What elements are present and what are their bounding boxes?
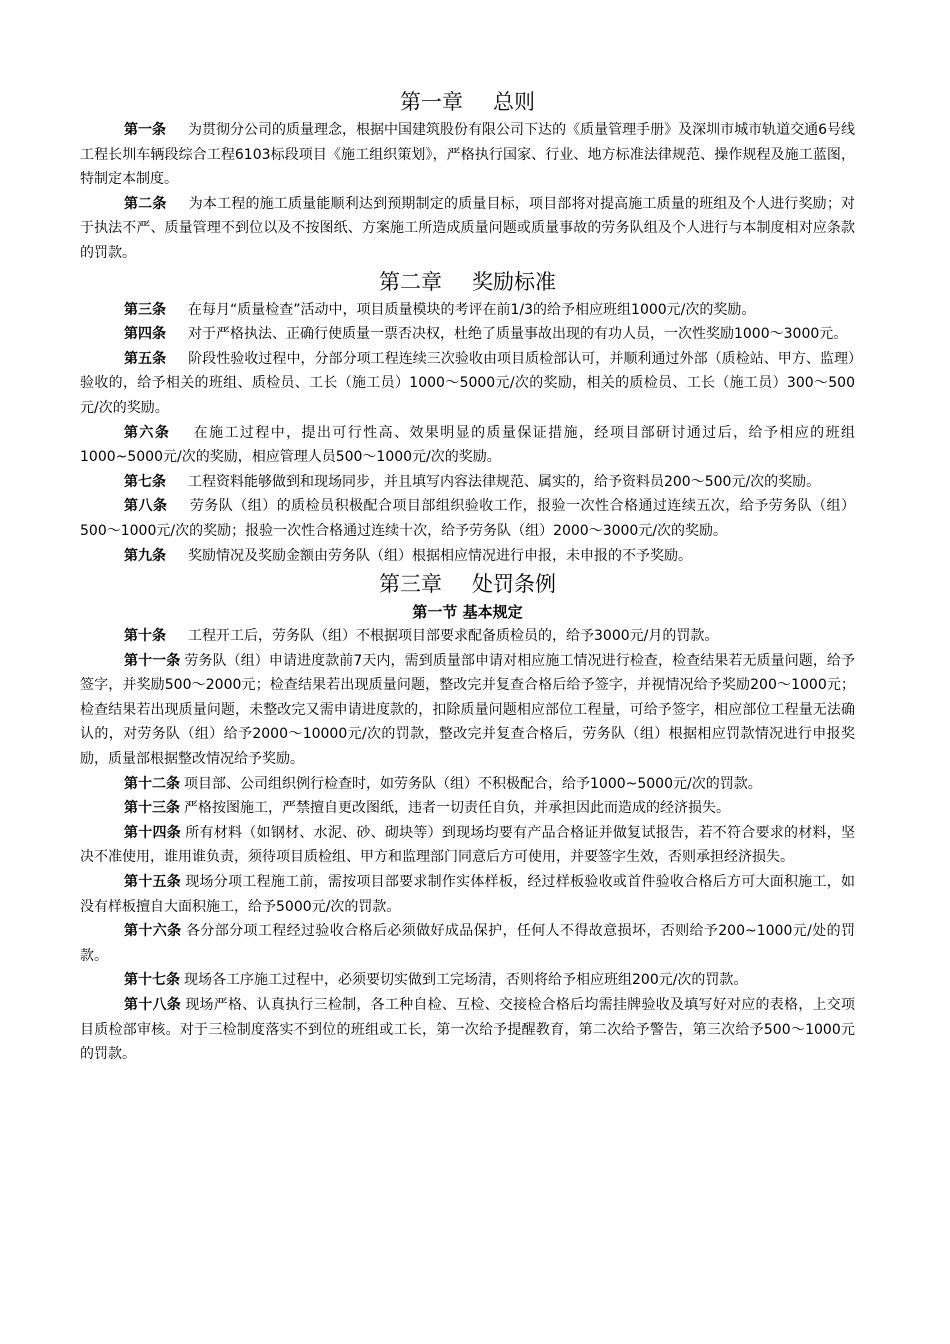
article-paragraph xyxy=(80,968,855,993)
chapter-number: 第二章 xyxy=(379,269,442,294)
article-number: 第九条 xyxy=(124,547,166,564)
article-text: 阶段性验收过程中，分部分项工程连续三次验收由项目质检部认可，并顺利通过外部（质检站、甲方、监理）验收的，给予相关的班组、质检员、工长（施工员）1000～5000元/次的奖励，相关的质检员、工长（施工员）300～500元/次的奖励。 xyxy=(80,350,856,416)
article-paragraph xyxy=(80,192,855,266)
article-paragraph xyxy=(80,993,855,1067)
article-number: 第三条 xyxy=(124,301,166,318)
article-number: 第五条 xyxy=(124,350,167,367)
article-number: 第七条 xyxy=(124,473,166,490)
chapter-name: 处罚条例 xyxy=(472,572,556,597)
chapter-name: 奖励标准 xyxy=(472,269,556,294)
article-text: 劳务队（组）的质检员积极配合项目部组织验收工作，报验一次性合格通过连续五次，给予劳务队（组）500～1000元/次的奖励；报验一次性合格通过连续十次，给予劳务队（组）2000～3000元/次的奖励。 xyxy=(80,498,856,539)
article-paragraph xyxy=(80,322,855,347)
article-text: 所有材料（如钢材、水泥、砂、砌块等）到现场均要有产品合格证并做复试报告，若不符合要求的材料，坚决不准使用，谁用谁负责，须待项目质检组、甲方和监理部门同意后方可使用，并要签字生效，否则承担经济损失。 xyxy=(80,824,856,866)
article-number: 第十五条 xyxy=(124,874,182,891)
section-heading: 第一节 基本规定 xyxy=(412,603,523,622)
article-paragraph xyxy=(80,298,855,323)
article-number: 第十条 xyxy=(124,628,166,645)
article-number: 第十三条 xyxy=(124,800,180,817)
article-paragraph xyxy=(80,821,855,870)
article-number: 第十四条 xyxy=(124,824,182,841)
article-paragraph xyxy=(80,796,855,821)
article-text: 项目部、公司组织例行检查时，如劳务队（组）不积极配合，给予1000~5000元/次的罚款。 xyxy=(184,775,762,792)
article-paragraph xyxy=(80,347,855,421)
article-text: 严格按图施工，严禁擅自更改图纸，违者一切责任自负，并承担因此而造成的经济损失。 xyxy=(184,800,730,817)
article-text: 对于严格执法、正确行使质量一票否决权，杜绝了质量事故出现的有功人员，一次性奖励1000～3000元。 xyxy=(188,326,848,343)
chapter-name: 总则 xyxy=(493,90,535,114)
article-text: 在每月“质量检查”活动中，项目质量模块的考评在前1/3的给予相应班组1000元/次的奖励。 xyxy=(188,301,756,318)
article-text: 工程开工后，劳务队（组）不根据项目部要求配备质检员的，给予3000元/月的罚款。 xyxy=(188,628,719,645)
article-text: 在施工过程中，提出可行性高、效果明显的质量保证措施，经项目部研讨通过后，给予相应的班组1000~5000元/次的奖励，相应管理人员500～1000元/次的奖励。 xyxy=(80,424,856,466)
chapter-heading xyxy=(80,266,855,298)
article-number: 第四条 xyxy=(124,326,166,343)
article-text: 各分部分项工程经过验收合格后必须做好成品保护，任何人不得故意损坏，否则给予200~1000元/处的罚款。 xyxy=(80,923,856,964)
article-number: 第八条 xyxy=(124,498,168,515)
article-number: 第十六条 xyxy=(124,923,182,940)
article-text: 劳务队（组）申请进度款前7天内，需到质量部申请对相应施工情况进行检查，检查结果若无质量问题，给予签字，并奖励500～2000元；检查结果若出现质量问题，整改完并复查合格后给予签字，并视情况给予奖励200～1000元；检查结果若出现质量问题，未整改完又需申请进度款的，扣除质量问题相应部位工程量，可给予签字，相应部位工程量无法确认的，对劳务队（组）给予2000～10000元/次的罚款，整改完并复查合格后，劳务队（组）根据相应罚款情况进行申报奖励，质量部根据整改情况给予奖励。 xyxy=(80,652,856,768)
article-text: 工程资料能够做到和现场同步，并且填写内容法律规范、属实的，给予资料员200～500元/次的奖励。 xyxy=(188,473,821,490)
article-number: 第十二条 xyxy=(124,775,180,792)
article-paragraph xyxy=(80,494,855,543)
article-number: 第二条 xyxy=(124,195,167,212)
article-text: 奖励情况及奖励金额由劳务队（组）根据相应情况进行申报，未申报的不予奖励。 xyxy=(188,547,692,564)
article-paragraph xyxy=(80,421,855,470)
article-number: 第十八条 xyxy=(124,997,182,1013)
article-number: 第六条 xyxy=(124,424,171,441)
article-text: 现场各工序施工过程中，必须要切实做到工完场清，否则将给予相应班组200元/次的罚款。 xyxy=(184,972,748,989)
article-number: 第十七条 xyxy=(124,972,180,989)
article-text: 为贯彻分公司的质量理念，根据中国建筑股份有限公司下达的《质量管理手册》及深圳市城市轨道交通6号线工程长圳车辆段综合工程6103标段项目《施工组织策划》，严格执行国家、行业、地方标准法律规范、操作规程及施工蓝图，特制定本制度。 xyxy=(80,122,856,188)
chapter-heading xyxy=(80,86,855,118)
article-paragraph xyxy=(80,118,855,192)
chapter-number: 第三章 xyxy=(379,572,442,597)
article-text: 现场分项工程施工前，需按项目部要求制作实体样板，经过样板验收或首件验收合格后方可大面积施工，如没有样板擅自大面积施工，给予5000元/次的罚款。 xyxy=(80,874,856,915)
document-page xyxy=(80,86,855,1067)
article-text: 为本工程的施工质量能顺利达到预期制定的质量目标，项目部将对提高施工质量的班组及个人进行奖励；对于执法不严、质量管理不到位以及不按图纸、方案施工所造成质量问题或质量事故的劳务队组及个人进行与本制度相对应条款的罚款。 xyxy=(80,195,856,261)
article-paragraph xyxy=(80,470,855,495)
article-paragraph xyxy=(80,624,855,649)
article-paragraph xyxy=(80,649,855,772)
chapter-heading xyxy=(80,568,855,600)
chapter-number: 第一章 xyxy=(400,90,463,114)
article-paragraph xyxy=(80,772,855,797)
article-paragraph xyxy=(80,870,855,919)
article-paragraph xyxy=(80,544,855,569)
article-number: 第一条 xyxy=(124,122,167,138)
article-number: 第十一条 xyxy=(124,652,181,669)
article-text: 现场严格、认真执行三检制，各工种自检、互检、交接检合格后均需挂牌验收及填写好对应的表格，上交项目质检部审核。对于三检制度落实不到位的班组或工长，第一次给予提醒教育，第二次给予警告，第三次给予500～1000元的罚款。 xyxy=(80,997,856,1063)
article-paragraph xyxy=(80,919,855,968)
